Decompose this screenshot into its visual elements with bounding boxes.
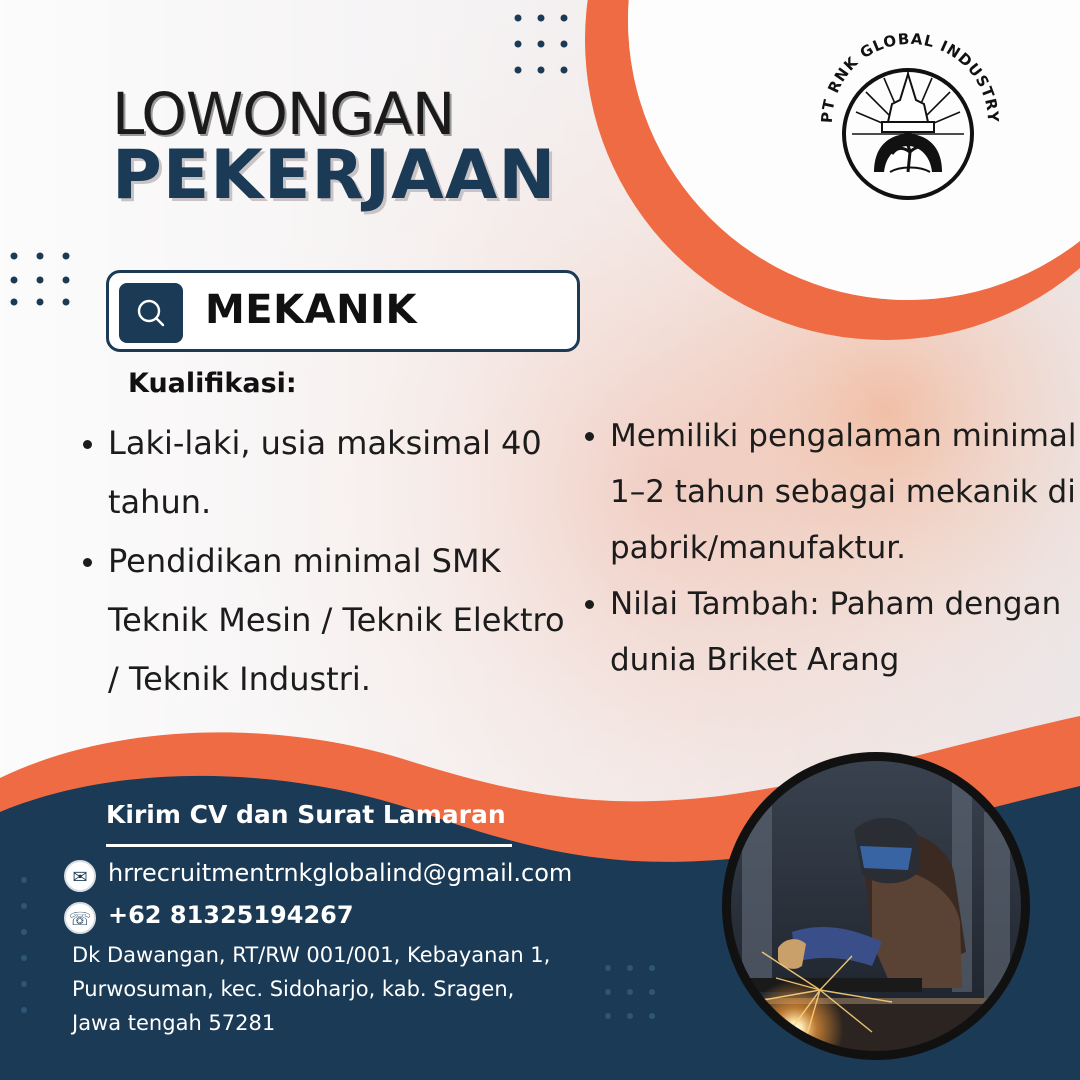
headline-pekerjaan: PEKERJAAN: [112, 136, 557, 215]
qualifications-list-right: [574, 408, 1080, 688]
email-address[interactable]: hrrecruitmentrnkglobalind@gmail.com: [108, 859, 573, 887]
phone-number[interactable]: +62 81325194267: [108, 901, 354, 929]
qualifications-list-left: [72, 414, 578, 709]
search-button: [119, 283, 183, 343]
address-line: Dk Dawangan, RT/RW 001/001, Kebayanan 1,: [72, 943, 551, 967]
welder-photo: [722, 752, 1030, 1060]
qualification-item: • Nilai Tambah: Paham dengan dunia Briket Arang: [610, 576, 1080, 688]
headline-lowongan: LOWONGAN: [112, 80, 455, 148]
mail-icon: ✉: [64, 860, 96, 892]
heading-underline: [106, 844, 512, 847]
company-address: [72, 938, 612, 1040]
address-line: Purwosuman, kec. Sidoharjo, kab. Sragen,: [72, 977, 515, 1001]
send-cv-heading: Kirim CV dan Surat Lamaran: [106, 800, 506, 829]
temple-palm-emblem-icon: [844, 70, 972, 198]
logo-company-name: PT RNK GLOBAL INDUSTRY: [817, 29, 1003, 124]
qualification-item: • Laki-laki, usia maksimal 40 tahun.: [108, 414, 578, 532]
qualification-item: • Memiliki pengalaman minimal 1–2 tahun sebagai mekanik di pabrik/manufaktur.: [610, 408, 1080, 576]
position-search-box: [106, 270, 580, 352]
phone-icon: ☏: [64, 902, 96, 934]
company-logo: [812, 22, 1004, 214]
qualifications-heading: Kualifikasi:: [128, 368, 297, 399]
qualification-item: • Pendidikan minimal SMK Teknik Mesin / Teknik Elektro / Teknik Industri.: [108, 532, 578, 709]
address-line: Jawa tengah 57281: [72, 1011, 276, 1035]
job-title: MEKANIK: [205, 287, 417, 333]
